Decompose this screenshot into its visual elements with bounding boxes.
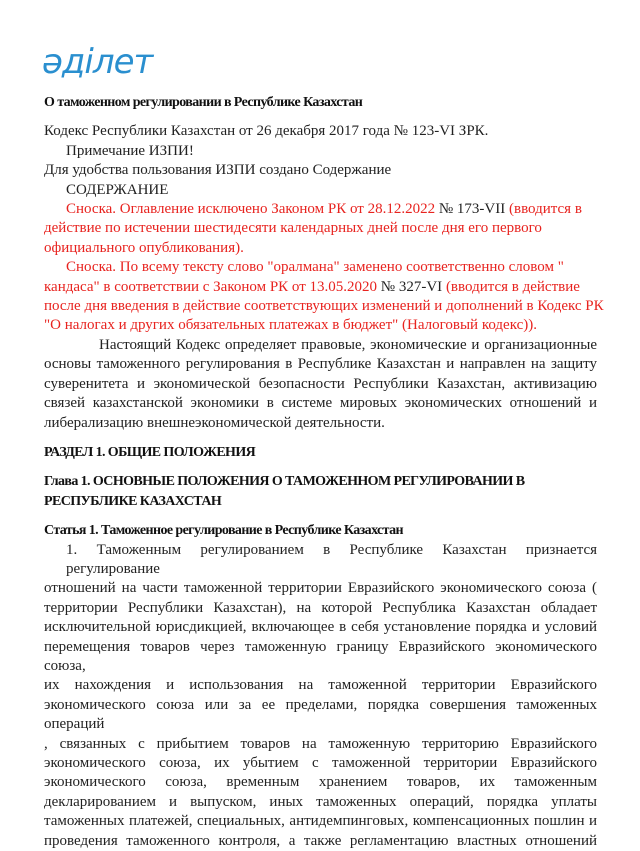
document-body: [44, 93, 604, 851]
article-heading: Статья 1. Таможенное регулирование в Республике Казахстан: [44, 523, 403, 539]
article-line: территории Республики Казахстан), на которой Республика Казахстан обладает: [44, 599, 597, 616]
law-number: № 327-VI: [380, 278, 443, 295]
code-reference: Кодекс Республики Казахстан от 26 декабря 2017 года № 123-VI ЗРК.: [44, 123, 489, 140]
footnote-text: (вводится в: [505, 201, 582, 218]
footnote-text: официального опубликования).: [44, 239, 244, 256]
chapter-heading: Глава 1. ОСНОВНЫЕ ПОЛОЖЕНИЯ О ТАМОЖЕННОМ РЕГУЛИРОВАНИИ В: [44, 474, 525, 490]
footnote-text: "О налогах и других обязательных платежах в бюджет" (Налоговый кодекс)).: [44, 317, 538, 334]
article-line: их нахождения и использования на таможенной территории Евразийского: [44, 677, 597, 694]
footnote-text: кандаса" в соответствии с Законом РК от 13.05.2020: [44, 278, 381, 295]
footnote-text: Сноска. Оглавление исключено Законом РК от 28.12.2022: [66, 201, 439, 218]
footnote-text: после дня введения в действие соответствующих изменений и дополнений в Кодекс РК: [44, 298, 604, 315]
chapter-heading: РЕСПУБЛИКЕ КАЗАХСТАН: [44, 493, 222, 509]
footnote-2: [44, 258, 604, 336]
adilet-logo[interactable]: [42, 40, 152, 86]
preamble-line: связей казахстанской экономики в системе мировых экономических отношений и: [44, 395, 597, 412]
article-line: экономического союза, временным хранением товаров, их таможенным: [44, 774, 597, 791]
preamble-line: суверенитета и экономической безопасности Республики Казахстан, активизацию: [44, 375, 597, 392]
article-line: таможенных платежей, специальных, антидемпинговых, компенсационных пошлин и: [44, 813, 597, 830]
footnote-text: (вводится в действие: [442, 278, 580, 295]
article-line: декларированием и выпуском, иных таможенных операций, порядка уплаты: [44, 793, 597, 810]
article-line: проведения таможенного контроля, а также регламентацию властных отношений: [44, 832, 597, 849]
footnote-1: [44, 200, 597, 258]
adilet-logo-text: әділет: [42, 42, 153, 82]
preamble: [44, 336, 597, 433]
law-number: № 173-VII: [438, 201, 506, 218]
preamble-line: Настоящий Кодекс определяет правовые, экономические и организационные: [99, 336, 597, 353]
document-title: О таможенном регулировании в Республике Казахстан: [44, 95, 363, 110]
section-heading: РАЗДЕЛ 1. ОБЩИЕ ПОЛОЖЕНИЯ: [44, 444, 256, 460]
note-text: Для удобства пользования ИЗПИ создано Содержание: [44, 162, 392, 179]
contents-label: СОДЕРЖАНИЕ: [66, 181, 169, 198]
article-text: [44, 541, 597, 851]
article-line: перемещения товаров через таможенную границу Евразийского экономического союза,: [44, 638, 597, 674]
article-line: исключительной юрисдикцией, включающее в себя установление порядка и условий: [44, 619, 597, 636]
article-line: экономического союза или за ее пределами, порядка совершения таможенных операций: [44, 696, 597, 733]
footnote-text: действие по истечении шестидесяти календарных дней после дня его первого: [44, 220, 542, 237]
footnote-text: Сноска. По всему тексту слово "оралмана" заменено соответственно словом ": [66, 259, 564, 276]
note-heading: Примечание ИЗПИ!: [66, 142, 194, 159]
preamble-line: основы таможенного регулирования в Республике Казахстан и направлен на защиту: [44, 356, 597, 373]
article-line: отношений на части таможенной территории Евразийского экономического союза (: [44, 580, 597, 597]
article-line: 1. Таможенным регулированием в Республике Казахстан признается регулирование: [66, 541, 597, 577]
article-line: , связанных с прибытием товаров на таможенную территорию Евразийского: [44, 735, 597, 752]
preamble-line: либерализацию внешнеэкономической деятельности.: [44, 414, 385, 431]
article-line: экономического союза, их убытием с таможенной территории Евразийского: [44, 755, 597, 771]
